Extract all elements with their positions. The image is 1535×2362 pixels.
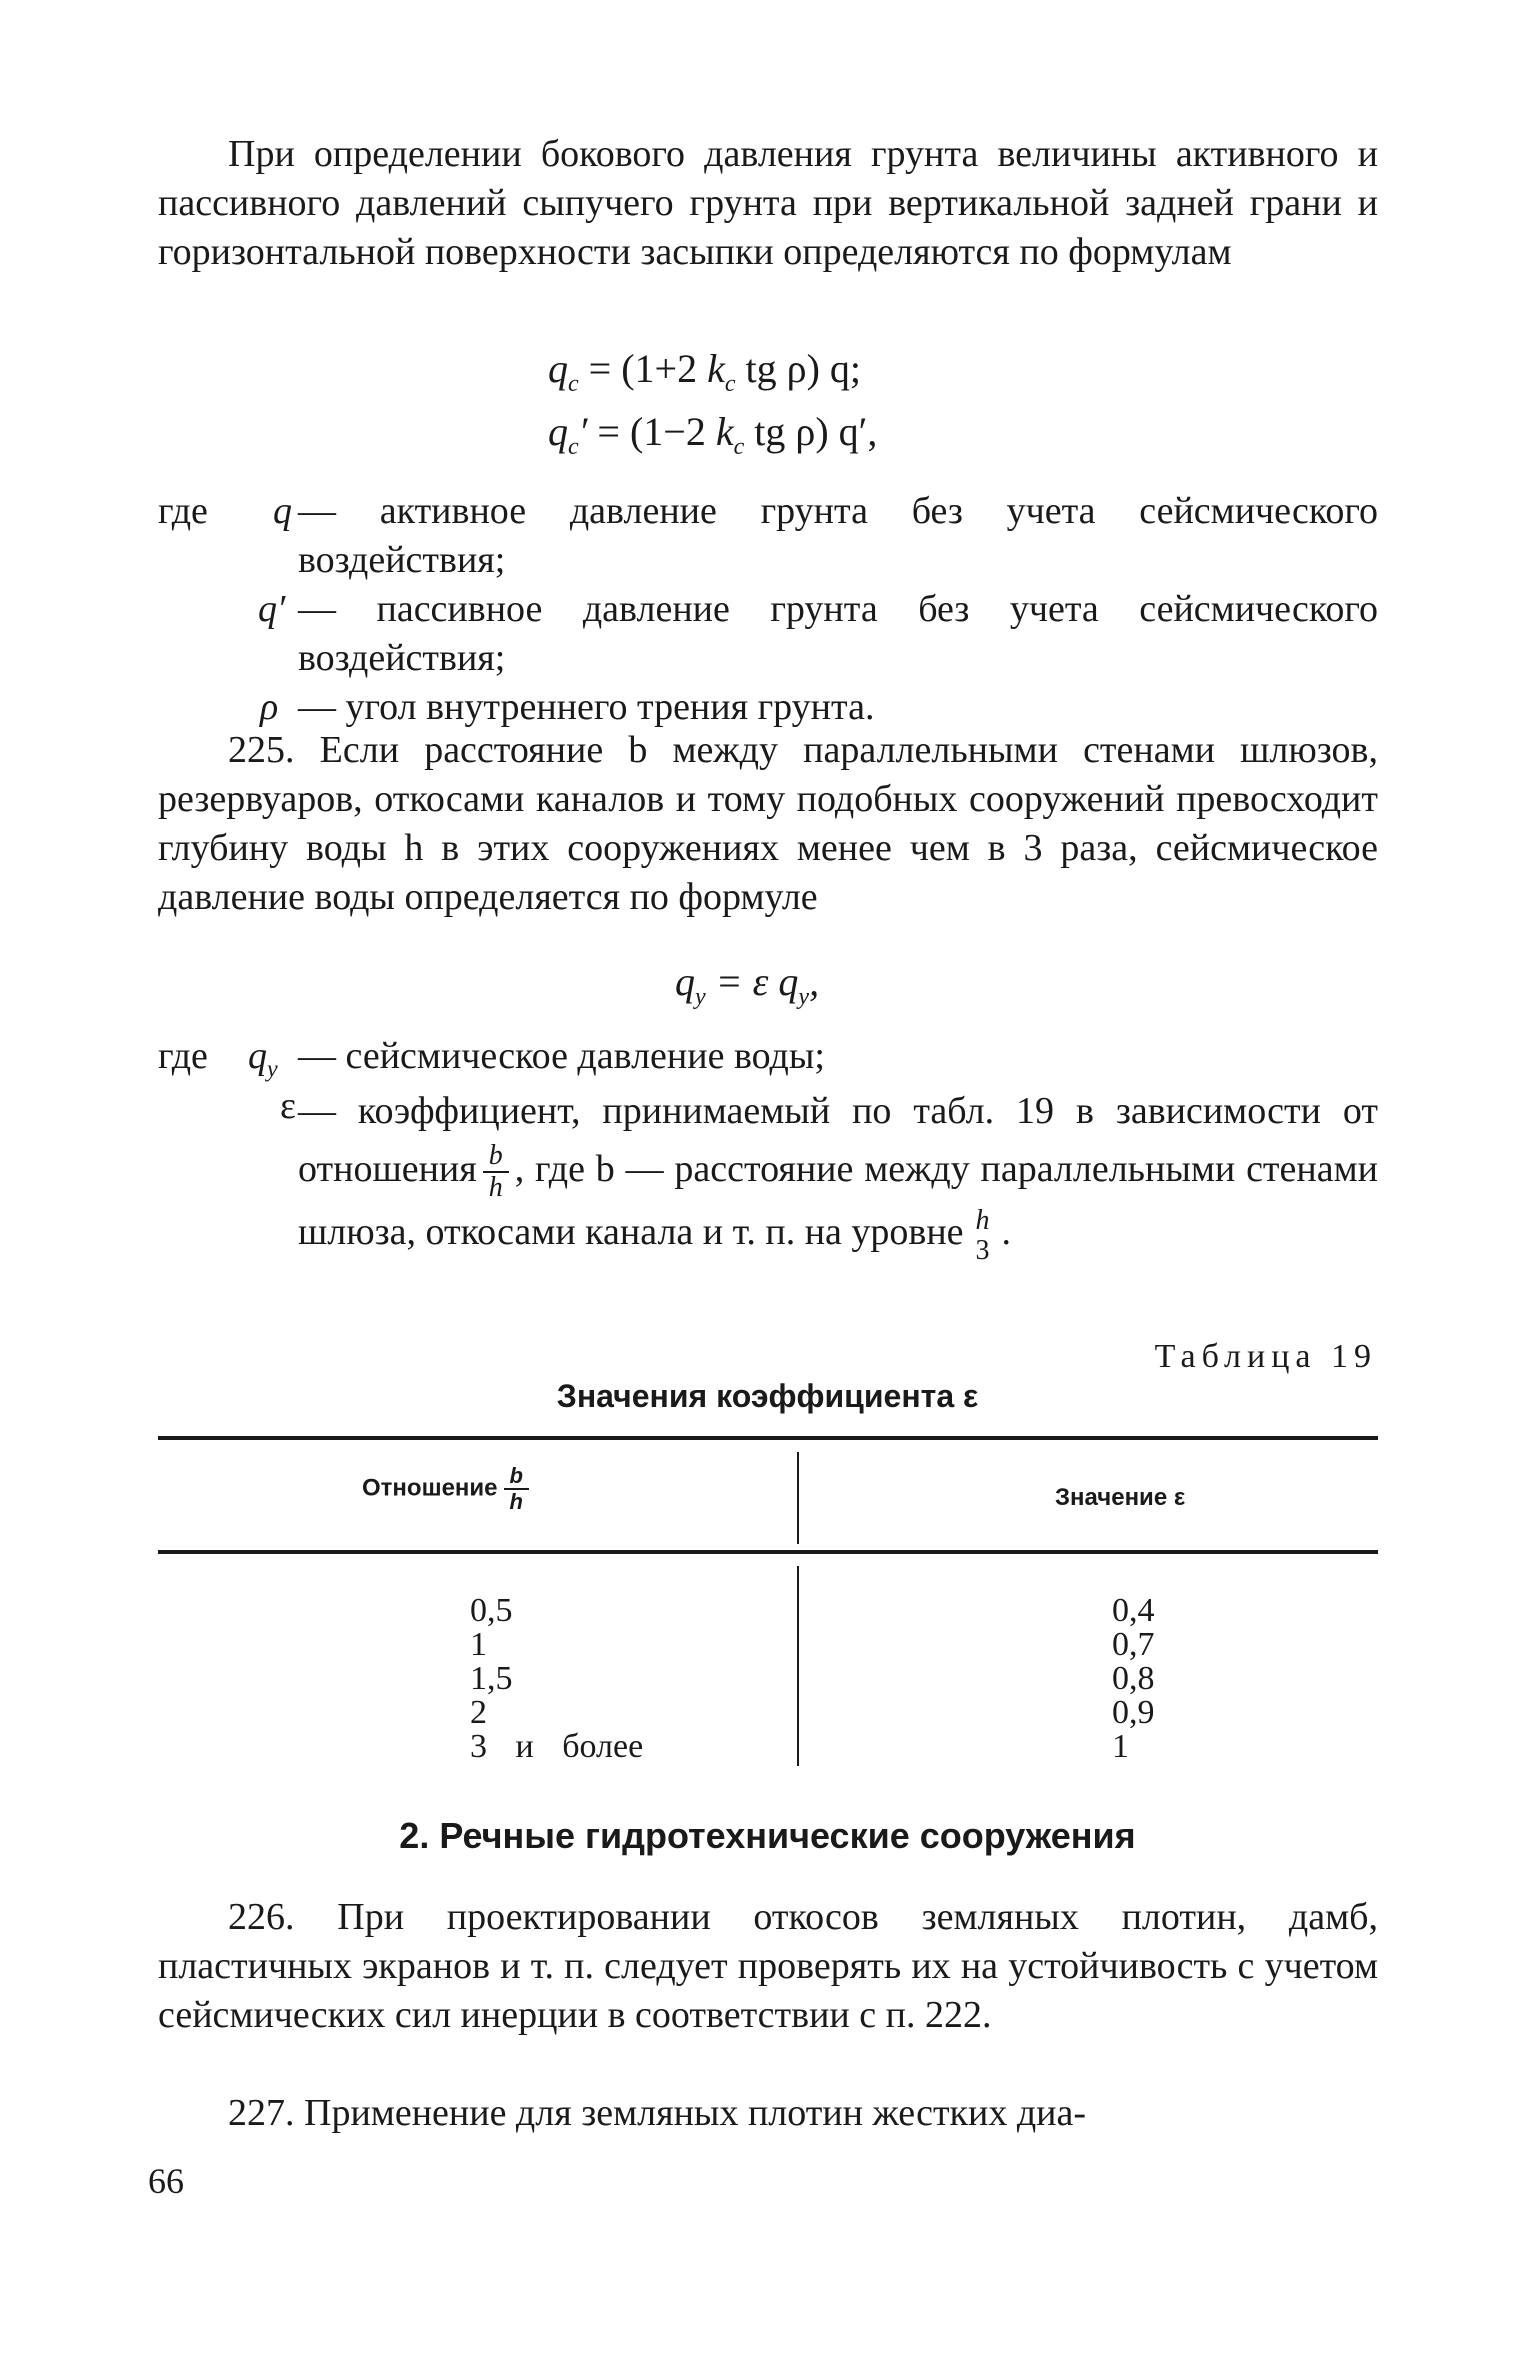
q-prime-definition: — пассивное давление грунта без учета сейсмического воздействия; — [298, 588, 1378, 679]
formula-passive: $q_c' = (1-2$ $k_c$ tg ρ) q′, — [548, 409, 878, 460]
table-cell-value: 0,9 — [1112, 1694, 1155, 1731]
table-cell-value: 0,7 — [1112, 1626, 1155, 1663]
value-column-header: Значение ε — [1055, 1484, 1186, 1511]
table-top-rule — [158, 1436, 1378, 1440]
rho-definition: — угол внутреннего трения грунта. — [298, 686, 875, 728]
formula-water-pressure: $q_y = \varepsilon$ $q_y$, — [675, 959, 820, 1010]
intro-paragraph: При определении бокового давления грунта величины активного и пассивного давлений сыпучего грунта при вертикальной задней грани и горизонтальной поверхности засыпки определяются по формулам — [158, 133, 1378, 273]
table-title: Значения коэффициента ε — [556, 1378, 979, 1414]
definitions-block-2 — [158, 1032, 1378, 1322]
table-header-rule — [158, 1550, 1378, 1554]
table-cell-ratio: 2 — [470, 1694, 487, 1731]
table-cell-ratio: 1 — [470, 1626, 487, 1663]
epsilon-definition: — коэффициент, принимаемый по табл. 19 в зависимости от отношения $\frac{b}{h}$ , где b — расстояние между параллельными стенами шлюза, откосами канала и т. п. на уровне h 3 . — [298, 1090, 1378, 1266]
h-over-3-fraction: h 3 — [975, 1204, 990, 1266]
header-column-divider — [797, 1452, 799, 1544]
paragraph-225: 225. Если расстояние b между параллельными стенами шлюзов, резервуаров, откосами каналов и тому подобных сооружений превосходит глубину воды h в этих сооружениях менее чем в 3 раза, сейсмическое давление воды определяется по формуле — [158, 729, 1378, 918]
b-over-h-fraction: $\frac{b}{h}$ — [483, 1141, 509, 1203]
formula-active: $q_c = (1+2$ $k_c$ tg ρ) q; — [548, 346, 862, 397]
q-symbol: q — [273, 490, 292, 532]
table-label: Таблица 19 — [1154, 1338, 1377, 1375]
table-cell-value: 0,8 — [1112, 1660, 1155, 1697]
table-cell-value: 1 — [1112, 1728, 1129, 1765]
table-cell-value: 0,4 — [1112, 1592, 1155, 1629]
definitions-block-1 — [158, 487, 1378, 727]
page-number: 66 — [148, 2161, 184, 2201]
q-definition: — активное давление грунта без учета сейсмического воздействия; — [298, 490, 1378, 581]
rho-symbol: ρ — [260, 686, 279, 728]
q-prime-symbol: q′ — [258, 588, 286, 630]
body-column-divider — [797, 1566, 799, 1766]
section-heading: 2. Речные гидротехнические сооружения — [399, 1815, 1136, 1856]
epsilon-symbol: ε — [280, 1085, 296, 1127]
header-fraction: $\frac{b}{h}$ — [504, 1464, 529, 1514]
where-label-2: где — [158, 1035, 208, 1077]
table-cell-ratio: 3 и более — [470, 1728, 644, 1765]
table-cell-ratio: 0,5 — [470, 1592, 513, 1629]
ratio-column-header: Отношение $\frac{b}{h}$ — [362, 1464, 535, 1514]
paragraph-227: 227. Применение для земляных плотин жестких диа- — [228, 2092, 1087, 2134]
paragraph-226: 226. При проектировании откосов земляных плотин, дамб, пластичных экранов и т. п. следует проверять их на устойчивость с учетом сейсмических сил инерции в соответствии с п. 222. — [158, 1896, 1378, 2036]
table-cell-ratio: 1,5 — [470, 1660, 513, 1697]
qy-definition: — сейсмическое давление воды; — [298, 1035, 825, 1077]
qy-symbol: $q_y$ — [248, 1035, 278, 1083]
where-label: где — [158, 490, 208, 532]
